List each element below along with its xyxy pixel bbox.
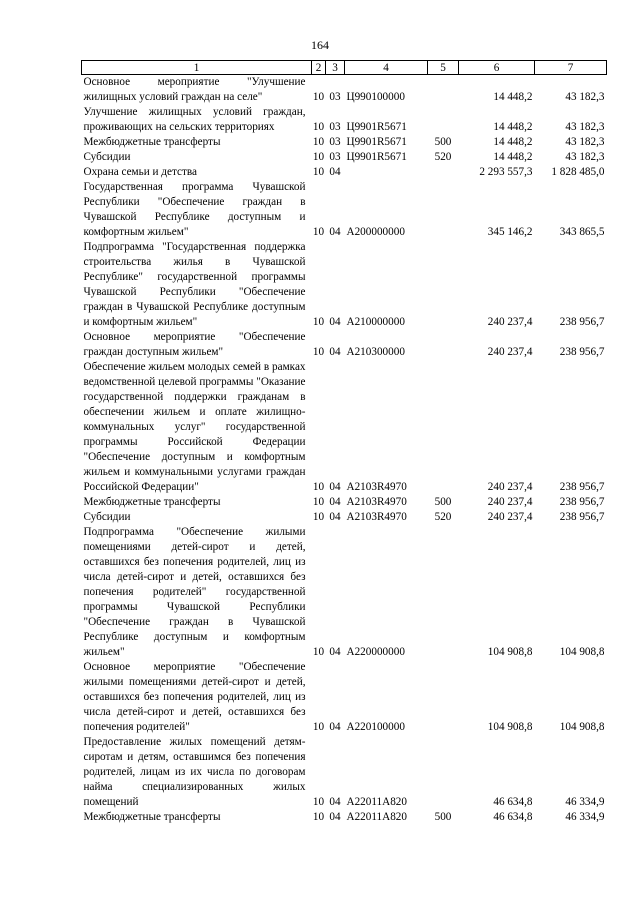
- expense-type-code: [428, 660, 459, 735]
- target-article-code: А2103R4970: [346, 496, 407, 508]
- target-article-code: А220000000: [346, 646, 405, 658]
- target-article-code: Ц9901R5671: [346, 121, 407, 133]
- column-header: 5: [428, 61, 459, 75]
- table-row: [82, 525, 607, 660]
- amount-year-2: 238 956,7: [559, 481, 605, 493]
- table-row: [82, 330, 607, 360]
- section-code: 10: [312, 121, 325, 133]
- row-name: Предоставление жилых помещений детям-сиротам и детям, оставшимся без попечения родителей, лицам из их числа по договорам найма специализированных жилых помещений: [83, 736, 306, 808]
- amount-year-2: 43 182,3: [565, 151, 605, 163]
- row-name: Субсидии: [83, 151, 131, 163]
- amount-year-1: 240 237,4: [487, 346, 533, 358]
- expense-type-code: 520: [434, 151, 452, 163]
- subsection-code: 04: [329, 346, 341, 358]
- row-name: Подпрограмма "Государственная поддержка строительства жилья в Чувашской Республике" государственной программы Чувашской Республики "Обеспечение граждан в Чувашской Республике доступным и комфортным жильем": [83, 241, 306, 328]
- amount-year-1: 240 237,4: [487, 316, 533, 328]
- expense-type-code: [428, 75, 459, 106]
- row-name: Основное мероприятие "Обеспечение граждан доступным жильем": [83, 331, 306, 358]
- amount-year-1: 240 237,4: [487, 496, 533, 508]
- table-row: [82, 510, 607, 525]
- page-number: 164: [311, 38, 329, 52]
- expense-type-code: [428, 360, 459, 495]
- row-name: Охрана семьи и детства: [83, 166, 197, 178]
- expense-type-code: [428, 180, 459, 240]
- amount-year-2: 238 956,7: [559, 316, 605, 328]
- section-code: 10: [312, 166, 325, 178]
- section-code: 10: [312, 811, 325, 823]
- section-code: 10: [312, 496, 325, 508]
- table-row: [82, 735, 607, 810]
- amount-year-1: 14 448,2: [493, 136, 533, 148]
- section-code: 10: [312, 151, 325, 163]
- section-code: 10: [312, 91, 325, 103]
- expense-type-code: [428, 240, 459, 330]
- row-name: Основное мероприятие "Улучшение жилищных условий граждан на селе": [83, 76, 306, 103]
- amount-year-1: 2 293 557,3: [479, 166, 533, 178]
- column-header: 2: [312, 61, 326, 75]
- subsection-code: 03: [329, 136, 341, 148]
- target-article-code: Ц9901R5671: [346, 136, 407, 148]
- subsection-code: 04: [329, 226, 341, 238]
- table-row: [82, 105, 607, 135]
- subsection-code: 04: [329, 481, 341, 493]
- amount-year-2: 43 182,3: [565, 136, 605, 148]
- amount-year-2: 43 182,3: [565, 121, 605, 133]
- table-row: [82, 240, 607, 330]
- amount-year-1: 46 634,8: [493, 811, 533, 823]
- section-code: 10: [312, 511, 325, 523]
- amount-year-1: 14 448,2: [493, 91, 533, 103]
- section-code: 10: [312, 316, 325, 328]
- amount-year-2: 46 334,9: [565, 796, 605, 808]
- table-row: [82, 150, 607, 165]
- target-article-code: [345, 165, 428, 180]
- target-article-code: А210000000: [346, 316, 405, 328]
- row-name: Подпрограмма "Обеспечение жилыми помещениями детей-сирот и детей, оставшихся без попечения родителей, лиц из числа детей-сирот и детей, оставшихся без попечения родителей" государственной программы Чувашской Республики "Обеспечение граждан в Чувашской Республике доступным и комфортным жильем": [83, 526, 306, 658]
- row-name: Межбюджетные трансферты: [83, 496, 221, 508]
- amount-year-2: 343 865,5: [559, 226, 605, 238]
- table-row: [82, 660, 607, 735]
- amount-year-2: 238 956,7: [559, 511, 605, 523]
- target-article-code: А2103R4970: [346, 511, 407, 523]
- target-article-code: Ц990100000: [346, 91, 405, 103]
- target-article-code: Ц9901R5671: [346, 151, 407, 163]
- section-code: 10: [312, 796, 325, 808]
- amount-year-2: 43 182,3: [565, 91, 605, 103]
- expense-type-code: [428, 735, 459, 810]
- subsection-code: 04: [329, 811, 341, 823]
- table-row: [82, 75, 607, 106]
- column-header: 1: [82, 61, 312, 75]
- target-article-code: А22011А820: [346, 811, 407, 823]
- budget-table: [81, 60, 607, 825]
- expense-type-code: 500: [434, 811, 452, 823]
- amount-year-1: 240 237,4: [487, 511, 533, 523]
- table-row: [82, 180, 607, 240]
- section-code: 10: [312, 346, 325, 358]
- section-code: 10: [312, 226, 325, 238]
- target-article-code: А210300000: [346, 346, 405, 358]
- table-row: [82, 165, 607, 180]
- row-name: Межбюджетные трансферты: [83, 136, 221, 148]
- subsection-code: 04: [329, 796, 341, 808]
- row-name: Государственная программа Чувашской Республики "Обеспечение граждан в Чувашской Республике доступным и комфортным жильем": [83, 181, 306, 238]
- section-code: 10: [312, 646, 325, 658]
- amount-year-1: 240 237,4: [487, 481, 533, 493]
- amount-year-1: 104 908,8: [487, 646, 533, 658]
- expense-type-code: [428, 525, 459, 660]
- amount-year-1: 46 634,8: [493, 796, 533, 808]
- subsection-code: 03: [329, 121, 341, 133]
- amount-year-1: 345 146,2: [487, 226, 533, 238]
- column-header: 6: [459, 61, 535, 75]
- target-article-code: А22011А820: [346, 796, 407, 808]
- amount-year-2: 238 956,7: [559, 496, 605, 508]
- subsection-code: 04: [329, 721, 341, 733]
- amount-year-1: 14 448,2: [493, 121, 533, 133]
- subsection-code: 04: [329, 496, 341, 508]
- column-number-row: [82, 61, 607, 75]
- subsection-code: 04: [329, 646, 341, 658]
- subsection-code: 04: [329, 511, 341, 523]
- target-article-code: А220100000: [346, 721, 405, 733]
- column-header: 4: [345, 61, 428, 75]
- expense-type-code: 520: [434, 511, 452, 523]
- subsection-code: 03: [329, 91, 341, 103]
- expense-type-code: [428, 165, 459, 180]
- row-name: Обеспечение жильем молодых семей в рамках ведомственной целевой программы "Оказание государственной поддержки гражданам в обеспечении жильем и оплате жилищно-коммунальных услуг" государственной программы Российской Федерации "Обеспечение доступным и комфортным жильем и коммунальными услугами граждан Российской Федерации": [83, 361, 306, 493]
- expense-type-code: 500: [434, 496, 452, 508]
- expense-type-code: [428, 330, 459, 360]
- amount-year-2: 1 828 485,0: [551, 166, 605, 178]
- target-article-code: А2103R4970: [346, 481, 407, 493]
- section-code: 10: [312, 481, 325, 493]
- table-row: [82, 810, 607, 825]
- expense-type-code: [428, 105, 459, 135]
- table-row: [82, 135, 607, 150]
- row-name: Основное мероприятие "Обеспечение жилыми помещениями детей-сирот и детей, оставшихся без попечения родителей, лиц из числа детей-сирот и детей, оставшихся без попечения родителей": [83, 661, 306, 733]
- table-row: [82, 495, 607, 510]
- subsection-code: 04: [329, 316, 341, 328]
- section-code: 10: [312, 136, 325, 148]
- target-article-code: А200000000: [346, 226, 405, 238]
- column-header: 7: [535, 61, 607, 75]
- amount-year-1: 104 908,8: [487, 721, 533, 733]
- amount-year-2: 238 956,7: [559, 346, 605, 358]
- amount-year-2: 46 334,9: [565, 811, 605, 823]
- subsection-code: 04: [329, 166, 341, 178]
- amount-year-2: 104 908,8: [559, 721, 605, 733]
- section-code: 10: [312, 721, 325, 733]
- expense-type-code: 500: [434, 136, 452, 148]
- amount-year-2: 104 908,8: [559, 646, 605, 658]
- amount-year-1: 14 448,2: [493, 151, 533, 163]
- row-name: Улучшение жилищных условий граждан, проживающих на сельских территориях: [83, 106, 306, 133]
- subsection-code: 03: [329, 151, 341, 163]
- column-header: 3: [326, 61, 345, 75]
- row-name: Межбюджетные трансферты: [83, 811, 221, 823]
- row-name: Субсидии: [83, 511, 131, 523]
- table-row: [82, 360, 607, 495]
